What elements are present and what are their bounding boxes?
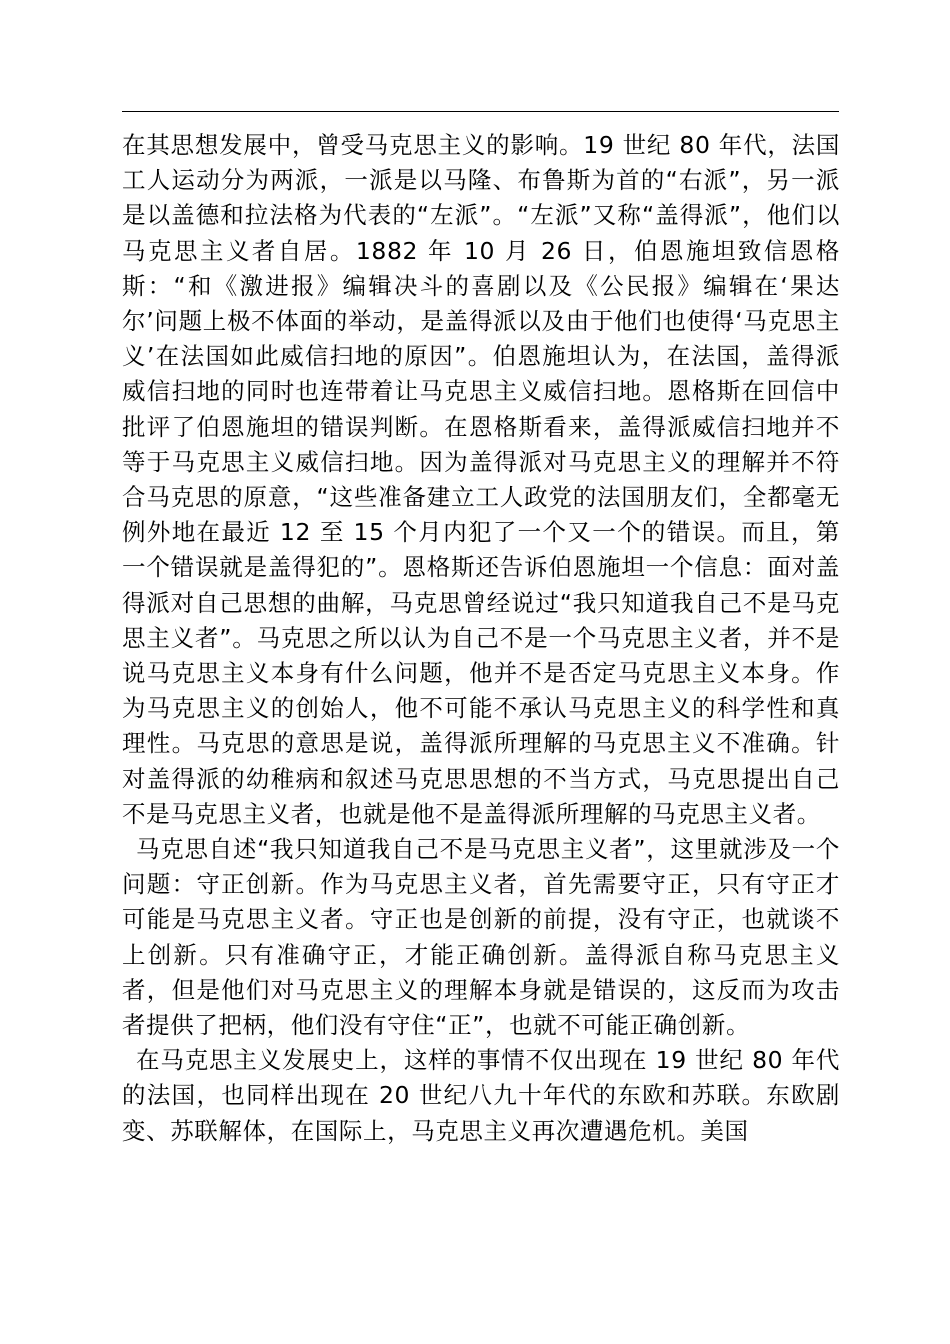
paragraph-1: 在其思想发展中，曾受马克思主义的影响。19 世纪 80 年代，法国工人运动分为两派，一派是以马隆、布鲁斯为首的“右派”，另一派是以盖德和拉法格为代表的“左派”。“左派”又称“盖得派”，他们以马克思主义者自居。1882 年 10 月 26 日，伯恩施坦致信恩格斯：“和《激进报》编辑决斗的喜剧以及《公民报》编辑在‘果达尔’问题上极不体面的举动，是盖得派以及由于他们也使得‘马克思主义’在法国如此威信扫地的原因”。伯恩施坦认为，在法国，盖得派威信扫地的同时也连带着让马克思主义威信扫地。恩格斯在回信中批评了伯恩施坦的错误判断。在恩格斯看来，盖得派威信扫地并不等于马克思主义威信扫地。因为盖得派对马克思主义的理解并不符合马克思的原意，“这些准备建立工人政党的法国朋友们，全都毫无例外地在最近 12 至 15 个月内犯了一个又一个的错误。而且，第一个错误就是盖得犯的”。恩格斯还告诉伯恩施坦一个信息：面对盖得派对自己思想的曲解，马克思曾经说过“我只知道我自己不是马克思主义者”。马克思之所以认为自己不是一个马克思主义者，并不是说马克思主义本身有什么问题，他并不是否定马克思主义本身。作为马克思主义的创始人，他不可能不承认马克思主义的科学性和真理性。马克思的意思是说，盖得派所理解的马克思主义不准确。针对盖得派的幼稚病和叙述马克思思想的不当方式，马克思提出自己不是马克思主义者，也就是他不是盖得派所理解的马克思主义者。 (122, 131, 840, 828)
body-text (122, 128, 840, 1149)
paragraph-3: 在马克思主义发展史上，这样的事情不仅出现在 19 世纪 80 年代的法国，也同样出现在 20 世纪八九十年代的东欧和苏联。东欧剧变、苏联解体，在国际上，马克思主义再次遭遇危机。美国 (122, 1046, 840, 1145)
paragraph-2: 马克思自述“我只知道我自己不是马克思主义者”，这里就涉及一个问题：守正创新。作为马克思主义者，首先需要守正，只有守正才可能是马克思主义者。守正也是创新的前提，没有守正，也就谈不上创新。只有准确守正，才能正确创新。盖得派自称马克思主义者，但是他们对马克思主义的理解本身就是错误的，这反而为攻击者提供了把柄，他们没有守住“正”，也就不可能正确创新。 (122, 835, 840, 1040)
header-rule (122, 111, 839, 112)
